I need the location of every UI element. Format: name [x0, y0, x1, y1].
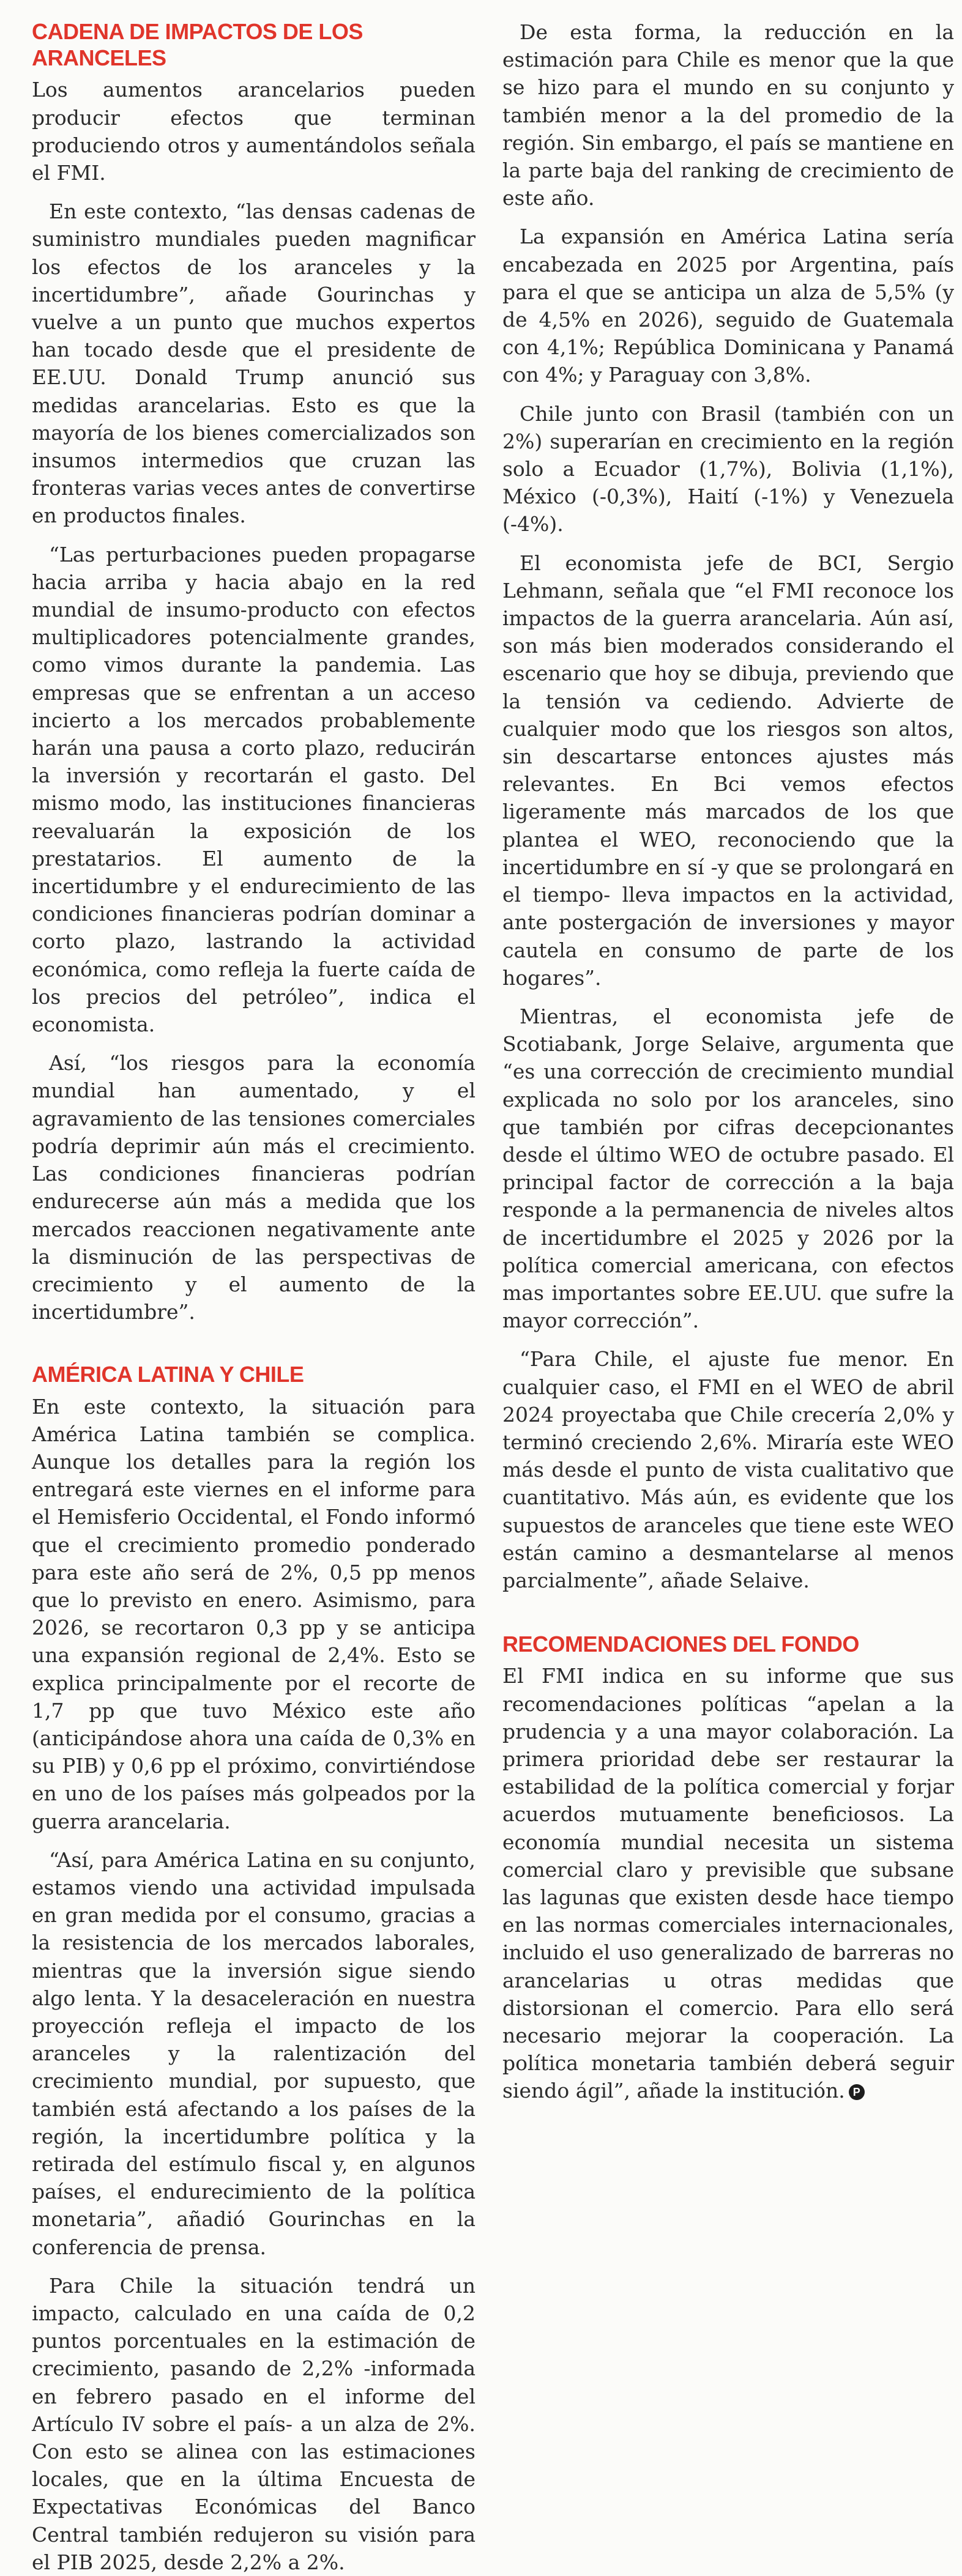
paragraph-final	[502, 1662, 954, 2104]
paragraph: De esta forma, la reducción en la estimación para Chile es menor que la que se hizo para el mundo en su conjunto y también menor a la del promedio de la región. Sin embargo, el país se mantiene en la parte baja del ranking de crecimiento de este año.	[502, 20, 954, 210]
section-heading-recomendaciones: RECOMENDACIONES DEL FONDO	[502, 1631, 859, 1657]
paragraph: Mientras, el economista jefe de Scotiabank, Jorge Selaive, argumenta que “es una corrección de crecimiento mundial explicada no solo por los aranceles, sino que también por cifras decepcionantes desde el último WEO de octubre pasado. El principal factor de corrección a la baja responde a la permanencia de niveles altos de incertidumbre el 2025 y 2026 por la política comercial americana, con efectos mas importantes sobre EE.UU. que sufre la mayor corrección”.	[502, 1004, 954, 1333]
paragraph: Para Chile la situación tendrá un impacto, calculado en una caída de 0,2 puntos porcentuales en la estimación de crecimiento, pasando de 2,2% -informada en febrero pasado en el informe del Artículo IV sobre el país- a un alza de 2%. Con esto se alinea con las estimaciones locales, que en la última Encuesta de Expectativas Económicas del Banco Central también redujeron su visión para el PIB 2025, desde 2,2% a 2%.	[32, 2273, 475, 2574]
end-mark-icon: P	[849, 2084, 865, 2100]
paragraph: La expansión en América Latina sería encabezada en 2025 por Argentina, país para el que se anticipa un alza de 5,5% (y de 4,5% en 2026), seguido de Guatemala con 4,1%; República Dominicana y Panamá con 4%; y Paraguay con 3,8%.	[502, 225, 954, 387]
article-column-left	[32, 18, 475, 2574]
section-heading-latam: AMÉRICA LATINA Y CHILE	[32, 1362, 304, 1387]
paragraph: “Así, para América Latina en su conjunto, estamos viendo una actividad impulsada en gran medida por el consumo, gracias a la resistencia de los mercados laborales, mientras que la inversión sigue siendo algo lenta. Y la desaceleración en nuestra proyección refleja el impacto de los aranceles y la ralentización del crecimiento mundial, por supuesto, que también está afectando a los países de la región, la incertidumbre política y la retirada del estímulo fiscal y, en algunos países, el endurecimiento de la política monetaria”, añadió Gourinchas en la conferencia de prensa.	[32, 1847, 475, 2259]
paragraph: Así, “los riesgos para la economía mundial han aumentado, y el agravamiento de las tensiones comerciales podría deprimir aún más el crecimiento. Las condiciones financieras podrían endurecerse aún más a medida que los mercados reaccionen negativamente ante la disminución de las perspectivas de crecimiento y el aumento de la incertidumbre”.	[32, 1051, 475, 1324]
paragraph: Los aumentos arancelarios pueden producir efectos que terminan produciendo otros y aumentándolos señala el FMI.	[32, 78, 475, 185]
paragraph: “Para Chile, el ajuste fue menor. En cualquier caso, el FMI en el WEO de abril 2024 proyectaba que Chile crecería 2,0% y terminó creciendo 2,6%. Miraría este WEO más desde el punto de vista cualitativo que cuantitativo. Más aún, es evidente que los supuestos de aranceles que tiene este WEO están camino a desmantelarse al menos parcialmente”, añade Selaive.	[502, 1347, 954, 1592]
paragraph: “Las perturbaciones pueden propagarse hacia arriba y hacia abajo en la red mundial de insumo-producto con efectos multiplicadores potencialmente grandes, como vimos durante la pandemia. Las empresas que se enfrentan a un acceso incierto a los mercados probablemente harán una pausa a corto plazo, reducirán la inversión y recortarán el gasto. Del mismo modo, las instituciones financieras reevaluarán la exposición de los prestatarios. El aumento de la incertidumbre y el endurecimiento de las condiciones financieras podrían dominar a corto plazo, lastrando la actividad económica, como refleja la fuerte caída de los precios del petróleo”, indica el economista.	[32, 542, 475, 1037]
article-column-right	[502, 18, 954, 2243]
paragraph: En este contexto, la situación para América Latina también se complica. Aunque los detalles para la región los entregará este viernes en el informe para el Hemisferio Occidental, el Fondo informó que el crecimiento promedio ponderado para este año será de 2%, 0,5 pp menos que lo previsto en enero. Asimismo, para 2026, se recortaron 0,3 pp y se anticipa una expansión regional de 2,4%. Esto se explica principalmente por el recorte de 1,7 pp que tuvo México este año (anticipándose ahora una caída de 0,3% en su PIB) y 0,6 pp el próximo, convirtiéndose en uno de los países más golpeados por la guerra arancelaria.	[32, 1394, 475, 1833]
paragraph: En este contexto, “las densas cadenas de suministro mundiales pueden magnificar los efectos de los aranceles y la incertidumbre”, añade Gourinchas y vuelve a un punto que muchos expertos han tocado desde que el presidente de EE.UU. Donald Trump anunció sus medidas arancelarias. Esto es que la mayoría de los bienes comercializados son insumos intermedios que cruzan las fronteras varias veces antes de convertirse en productos finales.	[32, 199, 475, 528]
paragraph: El economista jefe de BCI, Sergio Lehmann, señala que “el FMI reconoce los impactos de la guerra arancelaria. Aún así, son más bien moderados considerando el escenario que hoy se dibuja, previendo que la tensión va cediendo. Advierte de cualquier modo que los riesgos son altos, sin descartarse entonces ajustes más relevantes. En Bci vemos efectos ligeramente más marcados de los que plantea el WEO, reconociendo que la incertidumbre en sí -y que se prolongará en el tiempo- lleva impactos en la actividad, ante postergación de inversiones y mayor cautela en consumo de parte de los hogares”.	[502, 551, 954, 990]
section-heading-cadena: CADENA DE IMPACTOS DE LOS ARANCELES	[32, 19, 363, 71]
paragraph: Chile junto con Brasil (también con un 2%) superarían en crecimiento en la región solo a Ecuador (1,7%), Bolivia (1,1%), México (-0,3%), Haití (-1%) y Venezuela (-4%).	[502, 401, 954, 536]
paragraph-text: El FMI indica en su informe que sus recomendaciones políticas “apelan a la prudencia y a una mayor colaboración. La primera prioridad debe ser restaurar la estabilidad de la política comercial y forjar acuerdos mutuamente beneficiosos. La economía mundial necesita un sistema comercial claro y previsible que subsane las lagunas que existen desde hace tiempo en las normas comerciales internacionales, incluido el uso generalizado de barreras no arancelarias u otras medidas que distorsionan el comercio. Para ello será necesario mejorar la cooperación. La política monetaria también deberá seguir siendo ágil”, añade la institución.	[502, 1664, 954, 2103]
